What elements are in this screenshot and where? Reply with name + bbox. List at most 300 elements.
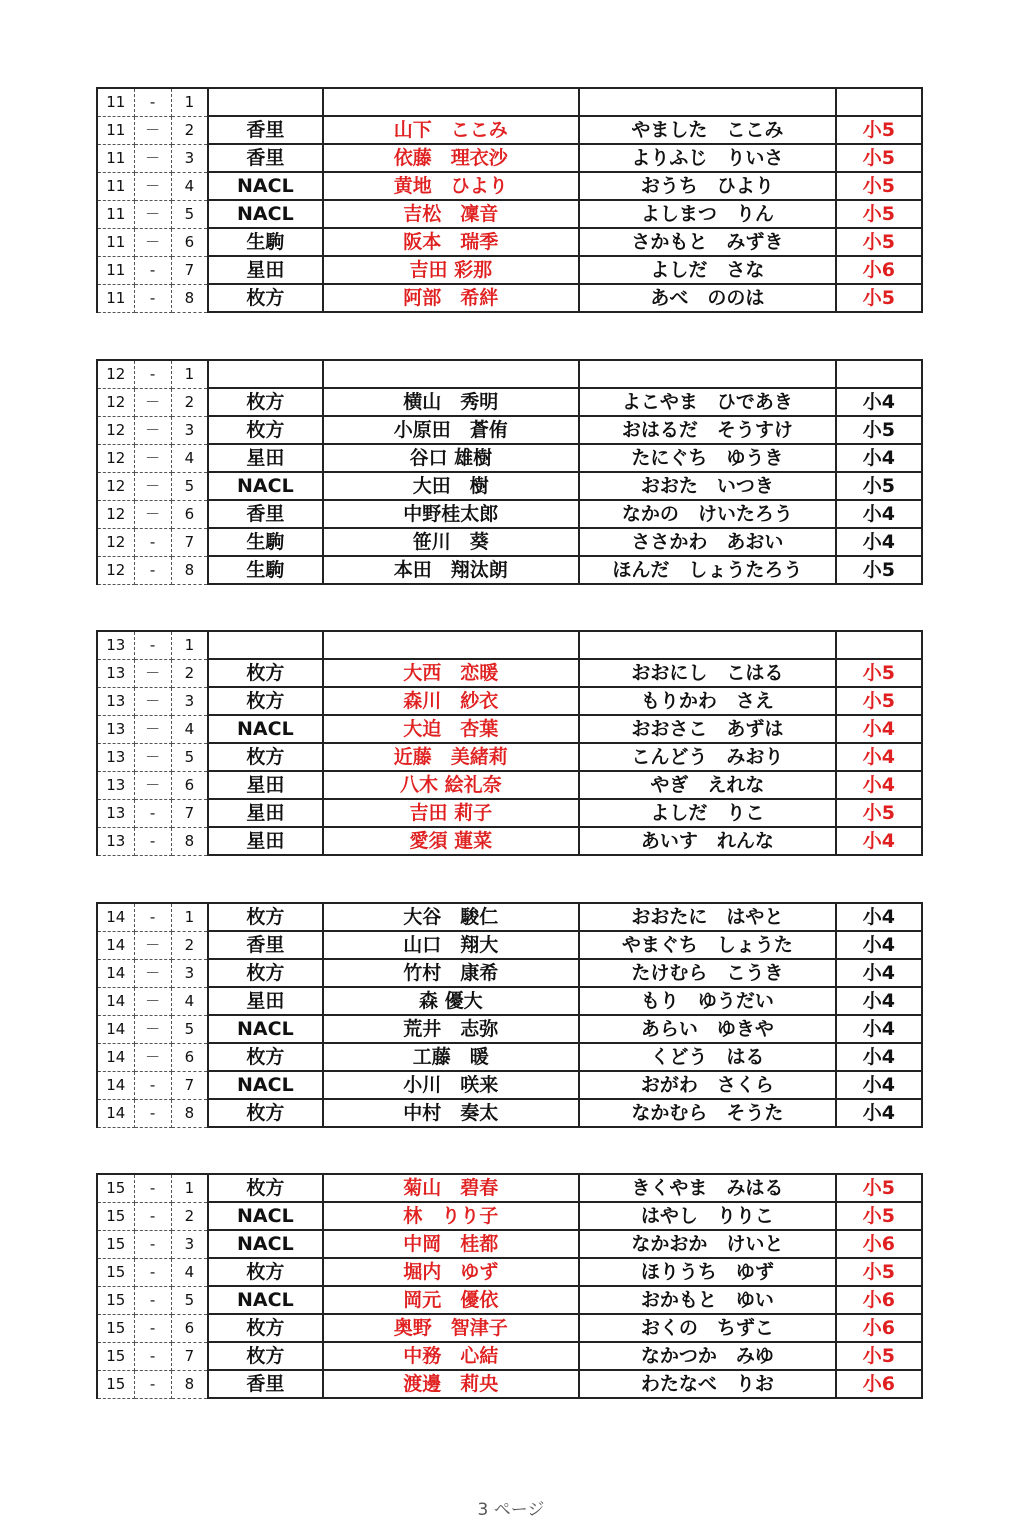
swimmer-kana: おかもと ゆい <box>579 1286 836 1314</box>
grade-cell: 小4 <box>836 827 922 855</box>
lane-number: 5 <box>171 472 208 500</box>
heat-table-13 <box>96 630 923 856</box>
grade-cell: 小4 <box>836 1099 922 1127</box>
lane-number: 5 <box>171 743 208 771</box>
grade-cell: 小4 <box>836 1043 922 1071</box>
swimmer-name: 愛須 蓮菜 <box>323 827 580 855</box>
swimmer-kana: なかむら そうた <box>579 1099 836 1127</box>
lane-number: 3 <box>171 144 208 172</box>
separator: － <box>134 715 171 743</box>
grade-cell: 小5 <box>836 200 922 228</box>
table-row <box>97 144 922 172</box>
separator: － <box>134 1015 171 1043</box>
swimmer-kana: よしだ さな <box>579 256 836 284</box>
separator: － <box>134 659 171 687</box>
separator: - <box>134 256 171 284</box>
swimmer-kana: やまぐち しょうた <box>579 931 836 959</box>
separator: - <box>134 1202 171 1230</box>
table-row <box>97 88 922 116</box>
table-row <box>97 799 922 827</box>
table-row <box>97 959 922 987</box>
lane-number: 3 <box>171 1230 208 1258</box>
swimmer-name: 中野桂太郎 <box>323 500 580 528</box>
lane-number: 6 <box>171 771 208 799</box>
heat-number: 13 <box>97 743 134 771</box>
grade-cell: 小6 <box>836 256 922 284</box>
lane-number: 2 <box>171 659 208 687</box>
lane-number: 5 <box>171 1286 208 1314</box>
heat-number: 12 <box>97 472 134 500</box>
grade-cell: 小5 <box>836 556 922 584</box>
swimmer-name: 吉田 莉子 <box>323 799 580 827</box>
lane-number: 7 <box>171 528 208 556</box>
club-cell: 星田 <box>208 444 322 472</box>
heat-number: 11 <box>97 172 134 200</box>
grade-cell: 小4 <box>836 903 922 931</box>
heat-number: 15 <box>97 1370 134 1398</box>
swimmer-name: 中務 心結 <box>323 1342 580 1370</box>
heat-number: 11 <box>97 144 134 172</box>
club-cell: NACL <box>208 1202 322 1230</box>
swimmer-kana: なかつか みゆ <box>579 1342 836 1370</box>
separator: － <box>134 500 171 528</box>
swimmer-name: 渡邊 莉央 <box>323 1370 580 1398</box>
heat-number: 11 <box>97 200 134 228</box>
swimmer-name: 小川 咲来 <box>323 1071 580 1099</box>
table-row <box>97 631 922 659</box>
grade-cell: 小5 <box>836 284 922 312</box>
lane-number: 6 <box>171 228 208 256</box>
swimmer-name: 荒井 志弥 <box>323 1015 580 1043</box>
lane-number: 4 <box>171 172 208 200</box>
club-cell: NACL <box>208 1230 322 1258</box>
table-row <box>97 1370 922 1398</box>
table-row <box>97 687 922 715</box>
heat-number: 14 <box>97 987 134 1015</box>
club-cell: 枚方 <box>208 388 322 416</box>
table-row <box>97 200 922 228</box>
swimmer-kana: きくやま みはる <box>579 1174 836 1202</box>
table-row <box>97 360 922 388</box>
swimmer-kana: おくの ちずこ <box>579 1314 836 1342</box>
grade-cell: 小4 <box>836 444 922 472</box>
swimmer-name: 依藤 理衣沙 <box>323 144 580 172</box>
swimmer-kana: なかの けいたろう <box>579 500 836 528</box>
table-row <box>97 715 922 743</box>
swimmer-name: 菊山 碧春 <box>323 1174 580 1202</box>
table-row <box>97 1230 922 1258</box>
swimmer-kana: あいす れんな <box>579 827 836 855</box>
swimmer-kana: ささかわ あおい <box>579 528 836 556</box>
swimmer-name: 森川 紗衣 <box>323 687 580 715</box>
swimmer-name: 大田 樹 <box>323 472 580 500</box>
table-row <box>97 1258 922 1286</box>
table-row <box>97 444 922 472</box>
club-cell: 枚方 <box>208 1174 322 1202</box>
swimmer-name: 笹川 葵 <box>323 528 580 556</box>
swimmer-kana: おがわ さくら <box>579 1071 836 1099</box>
swimmer-name: 林 りり子 <box>323 1202 580 1230</box>
swimmer-name: 阪本 瑞季 <box>323 228 580 256</box>
heat-number: 11 <box>97 88 134 116</box>
table-row <box>97 771 922 799</box>
swimmer-name: 堀内 ゆず <box>323 1258 580 1286</box>
grade-cell: 小5 <box>836 228 922 256</box>
swimmer-name <box>323 360 580 388</box>
club-cell: 香里 <box>208 144 322 172</box>
swimmer-kana: もりかわ さえ <box>579 687 836 715</box>
lane-number: 1 <box>171 1174 208 1202</box>
separator: - <box>134 799 171 827</box>
lane-number: 1 <box>171 631 208 659</box>
swimmer-kana: はやし りりこ <box>579 1202 836 1230</box>
swimmer-kana: やぎ えれな <box>579 771 836 799</box>
separator: － <box>134 1043 171 1071</box>
club-cell: NACL <box>208 1015 322 1043</box>
swimmer-name <box>323 88 580 116</box>
lane-number: 2 <box>171 1202 208 1230</box>
grade-cell: 小6 <box>836 1314 922 1342</box>
lane-number: 8 <box>171 1099 208 1127</box>
heat-number: 12 <box>97 388 134 416</box>
lane-number: 6 <box>171 1314 208 1342</box>
swimmer-name: 本田 翔汰朗 <box>323 556 580 584</box>
grade-cell: 小5 <box>836 687 922 715</box>
swimmer-kana: わたなべ りお <box>579 1370 836 1398</box>
lane-number: 4 <box>171 715 208 743</box>
lane-number: 4 <box>171 1258 208 1286</box>
swimmer-name <box>323 631 580 659</box>
grade-cell: 小4 <box>836 500 922 528</box>
grade-cell: 小5 <box>836 659 922 687</box>
separator: － <box>134 959 171 987</box>
heat-table-11 <box>96 87 923 313</box>
table-row <box>97 416 922 444</box>
heat-number: 15 <box>97 1202 134 1230</box>
table-row <box>97 116 922 144</box>
table-row <box>97 1071 922 1099</box>
separator: － <box>134 687 171 715</box>
separator: － <box>134 228 171 256</box>
swimmer-name: 大谷 駿仁 <box>323 903 580 931</box>
swimmer-kana: よしだ りこ <box>579 799 836 827</box>
swimmer-name: 横山 秀明 <box>323 388 580 416</box>
swimmer-kana: おおた いつき <box>579 472 836 500</box>
grade-cell: 小5 <box>836 1174 922 1202</box>
table-row <box>97 256 922 284</box>
heat-number: 14 <box>97 959 134 987</box>
swimmer-name: 近藤 美緒莉 <box>323 743 580 771</box>
swimmer-name: 大西 恋暖 <box>323 659 580 687</box>
lane-number: 8 <box>171 1370 208 1398</box>
table-row <box>97 500 922 528</box>
heat-table-15 <box>96 1173 923 1399</box>
club-cell <box>208 360 322 388</box>
club-cell: 枚方 <box>208 959 322 987</box>
heat-number: 13 <box>97 631 134 659</box>
separator: - <box>134 1230 171 1258</box>
heat-number: 13 <box>97 659 134 687</box>
heat-number: 14 <box>97 931 134 959</box>
swimmer-name: 奥野 智津子 <box>323 1314 580 1342</box>
heat-number: 12 <box>97 444 134 472</box>
table-row <box>97 987 922 1015</box>
swimmer-kana: おはるだ そうすけ <box>579 416 836 444</box>
lane-number: 6 <box>171 1043 208 1071</box>
table-row <box>97 556 922 584</box>
club-cell: 星田 <box>208 987 322 1015</box>
grade-cell: 小6 <box>836 1370 922 1398</box>
swimmer-kana: やました ここみ <box>579 116 836 144</box>
table-row <box>97 1314 922 1342</box>
club-cell: 枚方 <box>208 687 322 715</box>
page-number: 3 ページ <box>477 1500 545 1520</box>
lane-number: 4 <box>171 444 208 472</box>
club-cell: 生駒 <box>208 528 322 556</box>
table-row <box>97 228 922 256</box>
heat-table-14 <box>96 902 923 1128</box>
heat-number: 11 <box>97 284 134 312</box>
grade-cell: 小5 <box>836 416 922 444</box>
grade-cell: 小4 <box>836 528 922 556</box>
grade-cell: 小4 <box>836 959 922 987</box>
swimmer-kana: よりふじ りいさ <box>579 144 836 172</box>
heat-number: 12 <box>97 360 134 388</box>
grade-cell: 小4 <box>836 1071 922 1099</box>
swimmer-kana: よこやま ひであき <box>579 388 836 416</box>
heat-number: 15 <box>97 1286 134 1314</box>
swimmer-kana: ほりうち ゆず <box>579 1258 836 1286</box>
club-cell: 生駒 <box>208 228 322 256</box>
lane-number: 1 <box>171 360 208 388</box>
swimmer-kana <box>579 631 836 659</box>
table-row <box>97 1202 922 1230</box>
separator: - <box>134 1286 171 1314</box>
grade-cell: 小5 <box>836 116 922 144</box>
club-cell: 香里 <box>208 116 322 144</box>
swimmer-name: 吉松 凜音 <box>323 200 580 228</box>
club-cell: 枚方 <box>208 1258 322 1286</box>
swimmer-kana <box>579 88 836 116</box>
table-row <box>97 1015 922 1043</box>
club-cell: 枚方 <box>208 659 322 687</box>
club-cell: 枚方 <box>208 284 322 312</box>
lane-number: 8 <box>171 556 208 584</box>
table-row <box>97 931 922 959</box>
grade-cell: 小6 <box>836 1230 922 1258</box>
swimmer-kana: あらい ゆきや <box>579 1015 836 1043</box>
separator: - <box>134 827 171 855</box>
heat-number: 12 <box>97 528 134 556</box>
lane-number: 5 <box>171 1015 208 1043</box>
separator: － <box>134 444 171 472</box>
lane-number: 7 <box>171 1342 208 1370</box>
separator: － <box>134 987 171 1015</box>
heat-number: 13 <box>97 715 134 743</box>
swimmer-name: 大迫 杏葉 <box>323 715 580 743</box>
heat-number: 11 <box>97 116 134 144</box>
table-row <box>97 743 922 771</box>
club-cell: 星田 <box>208 799 322 827</box>
swimmer-kana: なかおか けいと <box>579 1230 836 1258</box>
separator: － <box>134 200 171 228</box>
table-row <box>97 388 922 416</box>
heat-number: 12 <box>97 556 134 584</box>
swimmer-name: 吉田 彩那 <box>323 256 580 284</box>
swimmer-kana: くどう はる <box>579 1043 836 1071</box>
heat-number: 14 <box>97 903 134 931</box>
lane-number: 1 <box>171 903 208 931</box>
heat-number: 11 <box>97 256 134 284</box>
club-cell: 枚方 <box>208 903 322 931</box>
table-row <box>97 1043 922 1071</box>
grade-cell: 小4 <box>836 931 922 959</box>
heat-number: 14 <box>97 1015 134 1043</box>
swimmer-kana: もり ゆうだい <box>579 987 836 1015</box>
heat-number: 14 <box>97 1071 134 1099</box>
table-row <box>97 528 922 556</box>
swimmer-kana: よしまつ りん <box>579 200 836 228</box>
separator: － <box>134 743 171 771</box>
separator: － <box>134 172 171 200</box>
table-row <box>97 827 922 855</box>
club-cell: NACL <box>208 1286 322 1314</box>
lane-number: 7 <box>171 1071 208 1099</box>
separator: － <box>134 116 171 144</box>
grade-cell: 小4 <box>836 743 922 771</box>
heat-number: 15 <box>97 1230 134 1258</box>
grade-cell: 小4 <box>836 987 922 1015</box>
swimmer-name: 山口 翔大 <box>323 931 580 959</box>
lane-number: 7 <box>171 799 208 827</box>
table-row <box>97 1099 922 1127</box>
club-cell: 香里 <box>208 500 322 528</box>
swimmer-kana: たにぐち ゆうき <box>579 444 836 472</box>
swimmer-name: 谷口 雄樹 <box>323 444 580 472</box>
lane-number: 2 <box>171 388 208 416</box>
grade-cell: 小4 <box>836 771 922 799</box>
swimmer-name: 山下 ここみ <box>323 116 580 144</box>
club-cell: 枚方 <box>208 1342 322 1370</box>
club-cell: 香里 <box>208 1370 322 1398</box>
grade-cell: 小4 <box>836 715 922 743</box>
club-cell: 枚方 <box>208 1043 322 1071</box>
separator: － <box>134 416 171 444</box>
lane-number: 8 <box>171 827 208 855</box>
club-cell: 枚方 <box>208 743 322 771</box>
separator: － <box>134 472 171 500</box>
swimmer-kana: おおにし こはる <box>579 659 836 687</box>
lane-number: 8 <box>171 284 208 312</box>
heat-number: 12 <box>97 416 134 444</box>
grade-cell: 小6 <box>836 1286 922 1314</box>
heat-number: 14 <box>97 1043 134 1071</box>
table-row <box>97 172 922 200</box>
separator: - <box>134 1342 171 1370</box>
separator: - <box>134 1258 171 1286</box>
heat-number: 14 <box>97 1099 134 1127</box>
lane-number: 2 <box>171 116 208 144</box>
heat-number: 11 <box>97 228 134 256</box>
grade-cell <box>836 360 922 388</box>
grade-cell: 小5 <box>836 472 922 500</box>
club-cell: 枚方 <box>208 1099 322 1127</box>
separator: － <box>134 144 171 172</box>
grade-cell <box>836 88 922 116</box>
separator: - <box>134 284 171 312</box>
grade-cell <box>836 631 922 659</box>
heat-number: 13 <box>97 799 134 827</box>
heat-number: 12 <box>97 500 134 528</box>
grade-cell: 小5 <box>836 172 922 200</box>
swimmer-name: 黄地 ひより <box>323 172 580 200</box>
club-cell: 香里 <box>208 931 322 959</box>
swimmer-name: 中岡 桂都 <box>323 1230 580 1258</box>
swimmer-kana: こんどう みおり <box>579 743 836 771</box>
lane-number: 3 <box>171 416 208 444</box>
swimmer-kana: ほんだ しょうたろう <box>579 556 836 584</box>
swimmer-kana: あべ ののは <box>579 284 836 312</box>
swimmer-name: 中村 奏太 <box>323 1099 580 1127</box>
separator: - <box>134 556 171 584</box>
lane-number: 7 <box>171 256 208 284</box>
separator: - <box>134 1314 171 1342</box>
separator: - <box>134 360 171 388</box>
table-row <box>97 659 922 687</box>
swimmer-name: 阿部 希絆 <box>323 284 580 312</box>
heat-number: 15 <box>97 1174 134 1202</box>
table-row <box>97 1174 922 1202</box>
separator: - <box>134 631 171 659</box>
table-row <box>97 1286 922 1314</box>
grade-cell: 小4 <box>836 388 922 416</box>
lane-number: 1 <box>171 88 208 116</box>
swimmer-kana: おおさこ あずは <box>579 715 836 743</box>
club-cell: NACL <box>208 172 322 200</box>
lane-number: 3 <box>171 959 208 987</box>
separator: － <box>134 771 171 799</box>
swimmer-name: 竹村 康希 <box>323 959 580 987</box>
club-cell: NACL <box>208 715 322 743</box>
separator: - <box>134 1174 171 1202</box>
separator: - <box>134 1071 171 1099</box>
lane-number: 6 <box>171 500 208 528</box>
lane-number: 5 <box>171 200 208 228</box>
lane-number: 3 <box>171 687 208 715</box>
club-cell <box>208 631 322 659</box>
swimmer-kana: おうち ひより <box>579 172 836 200</box>
heat-number: 15 <box>97 1342 134 1370</box>
separator: - <box>134 903 171 931</box>
swimmer-name: 工藤 暖 <box>323 1043 580 1071</box>
swimmer-kana <box>579 360 836 388</box>
swimmer-kana: たけむら こうき <box>579 959 836 987</box>
club-cell: 生駒 <box>208 556 322 584</box>
separator: － <box>134 388 171 416</box>
table-row <box>97 472 922 500</box>
swimmer-name: 岡元 優依 <box>323 1286 580 1314</box>
club-cell: NACL <box>208 1071 322 1099</box>
swimmer-name: 森 優大 <box>323 987 580 1015</box>
club-cell: NACL <box>208 472 322 500</box>
lane-number: 4 <box>171 987 208 1015</box>
separator: - <box>134 88 171 116</box>
heat-number: 13 <box>97 687 134 715</box>
swimmer-kana: さかもと みずき <box>579 228 836 256</box>
grade-cell: 小4 <box>836 1015 922 1043</box>
club-cell: 枚方 <box>208 416 322 444</box>
table-row <box>97 1342 922 1370</box>
